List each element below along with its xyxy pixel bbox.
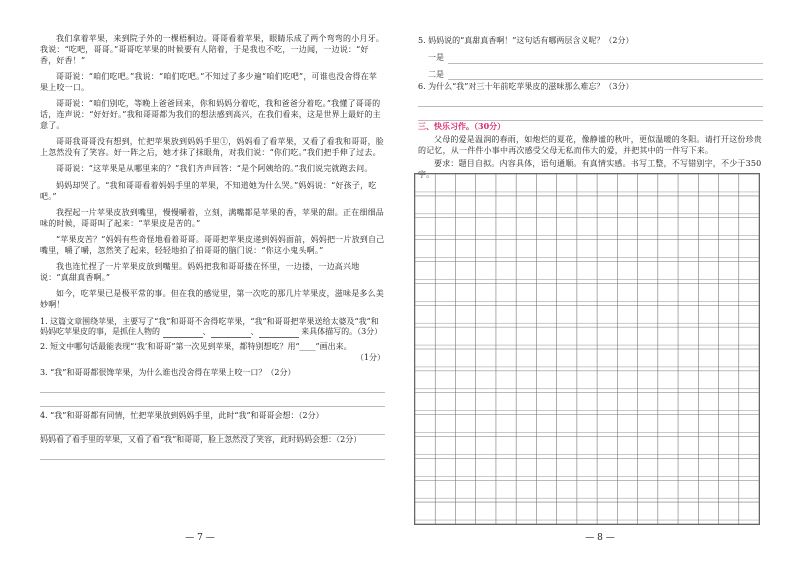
answer-line[interactable] — [418, 93, 763, 107]
section-title: 三、快乐习作。（30分） — [418, 121, 506, 131]
passage-paragraph: 哥哥说：“咱们别吃，等晚上爸爸回来，你和妈妈分着吃，我和爸爸分着吃。”我懂了哥哥的话，连声说：“好好好。”我和哥哥都为我们的想法感到高兴，在我们看来，这是世界上最好的主意了。 — [40, 99, 381, 130]
answer-line[interactable] — [448, 70, 763, 80]
question-4b-text: 妈妈看了看手里的苹果，又看了看“我”和哥哥，脸上忽然没了笑容，此时妈妈会想：（2分） — [40, 435, 362, 445]
answer-line[interactable] — [40, 393, 385, 407]
writing-prompt: 父母的爱是温润的春雨，如炮烂的夏花，像静谧的秋叶，更似温暖的冬阳。请打开这份珍贵的记忆，从一件件小事中再次感受父母无私而伟大的爱，并把其中的一件写下来。 — [418, 134, 762, 155]
answer-line[interactable] — [40, 446, 385, 460]
answer-blank[interactable] — [163, 330, 203, 338]
answer-label: 二是 — [428, 69, 444, 79]
question-6-text: 6. 为什么“我”对三十年前吃苹果皮的滋味那么难忘？（3分） — [418, 82, 634, 91]
page-number: — 7 — — [185, 532, 215, 543]
passage-paragraph: 我们拿着苹果，来到院子外的一棵梧桐边。哥哥看着苹果，眼睛乐成了两个弯弯的小月牙。我说：“吃吧，哥哥。”哥哥吃苹果的时候要有人陪着，于是我也不吃，一边闻，一边说：“好香，好香！” — [40, 34, 384, 65]
writing-requirements: 要求：题目自拟。内容具体，语句通顺。有真情实感。书写工整，不写错别字，不少于350字。 — [418, 159, 762, 180]
question-1-text: 1. 这篇文章围绕苹果，主要写了“我”和哥哥不舍得吃苹果，“我”和哥哥把苹果送给太婆及“我”和妈妈吃苹果皮的事，是抓住人物的 — [40, 316, 379, 337]
answer-line[interactable] — [448, 54, 763, 64]
reading-passage — [40, 34, 385, 460]
question-2 — [40, 342, 385, 364]
passage-paragraph: 我也连忙捏了一片苹果皮放到嘴里。妈妈把我和哥哥搂在怀里，一边搂，一边高兴地说：“真甜真香啊。” — [40, 262, 360, 283]
answer-row — [418, 53, 763, 64]
passage-paragraph: 哥哥说：“咱们吃吧。”我说：“咱们吃吧。”不知过了多少遍“咱们吃吧”，可谁也没舍得在苹果上咬一口。 — [40, 71, 378, 92]
question-5 — [418, 36, 763, 80]
question-6 — [418, 82, 763, 121]
answer-blank[interactable] — [259, 330, 299, 338]
answer-line[interactable] — [40, 379, 385, 393]
passage-paragraph: “苹果皮苦？”妈妈有些奇怪地看着哥哥。哥哥把苹果皮递到妈妈面前，妈妈把一片放到自己嘴里，嚼了嚼，忽然笑了起来，轻轻地拍了拍哥哥的脑门说：“你这小鬼头啊。” — [40, 235, 385, 255]
question-4 — [40, 411, 385, 461]
question-4-text: 4. “我”和哥哥都有同情，忙把苹果放到妈妈手里，此时“我”和哥哥会想：（2分） — [40, 410, 324, 420]
passage-paragraph: 哥哥说：“这苹果是从哪里来的？”我们齐声回答：“是个阿姨给的。”我们说完就跑去问。 — [56, 164, 373, 174]
passage-paragraph: 我捏起一片苹果皮放到嘴里，慢慢嚼着，立刻，满嘴都是苹果的香，苹果的甜。正在细细品味的时候，哥哥叫了起来：“苹果皮是苦的。” — [40, 207, 384, 228]
question-2-text: 2. 短文中哪句话最能表现“‘我’和哥哥”第一次见到苹果，都特别想吃？用“____”画出来。 — [40, 342, 352, 352]
question-3-text: 3. “我”和哥哥都很馋苹果，为什么谁也没舍得在苹果上咬一口？（2分） — [40, 367, 296, 377]
page-number: — 8 — — [585, 532, 615, 543]
writing-grid[interactable] — [414, 173, 760, 525]
question-3 — [40, 368, 385, 407]
question-2-score: （1分） — [355, 353, 385, 363]
answer-label: 一是 — [428, 52, 444, 62]
passage-paragraph: 哥哥我哥哥没有想到，忙把苹果放到妈妈手里①，妈妈看了看苹果，又看了看我和哥哥，脸上忽然没有了笑容。好一阵之后，她才抹了抹眼角，对我们说：“你们吃。”我们把手伸了过去。 — [40, 137, 384, 157]
question-1: 1. 这篇文章围绕苹果，主要写了“我”和哥哥不舍得吃苹果，“我”和哥哥把苹果送给太婆及“我”和妈妈吃苹果皮的事，是抓住人物的 、 、 来具体描写的。（3分） — [40, 316, 383, 337]
passage-paragraph: 如今，吃苹果已是极平常的事。但在我的感觉里，第一次吃的那几片苹果皮，滋味是多么美妙啊！ — [40, 289, 384, 310]
answer-line[interactable] — [40, 421, 385, 435]
answer-line[interactable] — [418, 107, 763, 121]
passage-paragraph: 妈妈却哭了。“我和哥哥看着妈妈手里的苹果，不知道她为什么哭。”妈妈说：“好孩子，吃吧。” — [40, 180, 377, 201]
question-5-text: 5. 妈妈说的“真甜真香啊！”这句话有哪两层含义呢？（2分） — [418, 36, 634, 45]
answer-row — [418, 70, 763, 81]
answer-blank[interactable] — [211, 330, 251, 338]
question-1-tail: 来具体描写的。（3分） — [301, 327, 383, 337]
